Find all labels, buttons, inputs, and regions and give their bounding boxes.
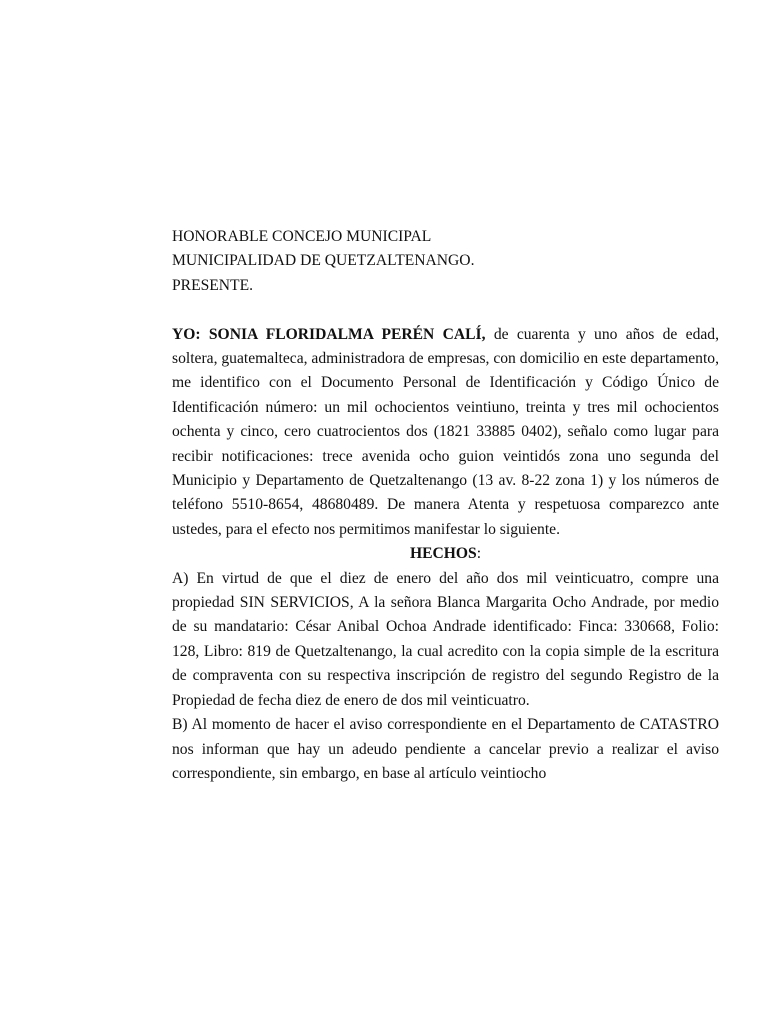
section-heading-colon: :: [476, 545, 482, 563]
intro-text: de cuarenta y uno años de edad, soltera, guatemalteca, administradora de empresas, con domicilio en este departamento, me identifico con el Documento Personal de Identificación y Código Único de Identificación número: un mil ochocientos veintiuno, treinta y tres mil ochocientos ochenta y cinco, cero cuatrocientos dos (1821 33885 0402), señalo como lugar para recibir notificaciones: trece avenida ocho guion veintidós zona uno segunda del Municipio y Departamento de Quetzaltenango (13 av. 8-22 zona 1) y los números de teléfono 5510-8654, 48680489. De manera Atenta y respetuosa comparezco ante ustedes, para el efecto nos permitimos manifestar lo siguiente.: [172, 325, 719, 538]
paragraph-b: B) Al momento de hacer el aviso correspondiente en el Departamento de CATASTRO nos informan que hay un adeudo pendiente a cancelar previo a realizar el aviso correspondiente, sin embargo, en base al artículo veintiocho: [172, 716, 719, 782]
intro-paragraph: [172, 323, 719, 543]
section-heading-title: HECHOS: [409, 545, 477, 563]
addressee-block: [172, 225, 719, 298]
document-page: [172, 225, 719, 786]
paragraph-a: A) En virtud de que el diez de enero del año dos mil veinticuatro, compre una propiedad SIN SERVICIOS, A la señora Blanca Margarita Ocho Andrade, por medio de su mandatario: César Anibal Ochoa Andrade identificado: Finca: 330668, Folio: 128, Libro: 819 de Quetzaltenango, la cual acredito con la copia simple de la escritura de compraventa con su respectiva inscripción de registro del segundo Registro de la Propiedad de fecha diez de enero de dos mil veinticuatro.: [172, 569, 719, 709]
spacer: [172, 298, 719, 322]
addressee-line-3: PRESENTE.: [172, 276, 254, 294]
addressee-line-2: MUNICIPALIDAD DE QUETZALTENANGO.: [172, 252, 475, 270]
petitioner-name: YO: SONIA FLORIDALMA PERÉN CALÍ,: [172, 325, 486, 343]
addressee-line-1: HONORABLE CONCEJO MUNICIPAL: [172, 228, 432, 245]
section-heading: [172, 542, 719, 566]
